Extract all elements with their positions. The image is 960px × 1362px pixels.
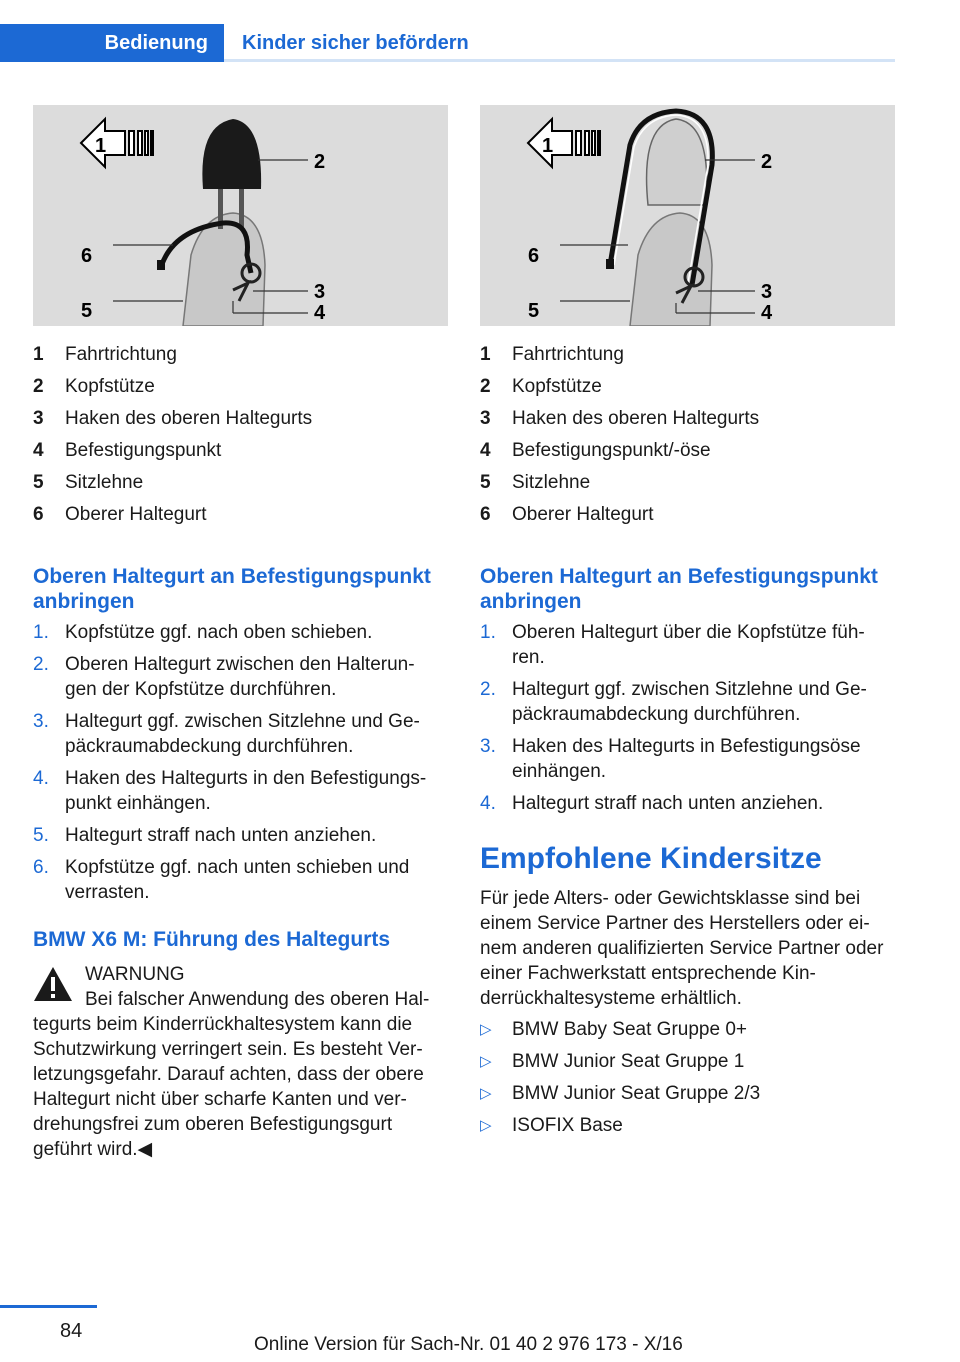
legend-item: 3 Haken des oberen Haltegurts (33, 408, 313, 429)
legend-item: 5 Sitzlehne (33, 472, 144, 493)
list-item: ▷ BMW Junior Seat Gruppe 1 (480, 1051, 745, 1072)
figure-label-2: 2 (314, 151, 326, 173)
section-heading-attach-strap: Oberen Haltegurt an Befestigungspunkt anbringen (33, 565, 431, 613)
recommended-seats-list (480, 1017, 895, 1138)
legend-item: 5 Sitzlehne (480, 472, 591, 493)
steps-list-right (480, 620, 895, 816)
list-item: 6. Kopfstütze ggf. nach unten schieben und verrasten. (33, 857, 410, 903)
figure-label-2: 2 (761, 151, 773, 173)
legend-item: 6 Oberer Haltegurt (33, 504, 207, 525)
list-item: 4. Haken des Haltegurts in den Befestigungs‐ punkt einhängen. (33, 768, 427, 814)
legend-item: 6 Oberer Haltegurt (480, 504, 654, 525)
warning-text: Bei falscher Anwendung des oberen Hal‐ tegurts beim Kinderrückhaltesystem kann die Schutzwirkung verringert sein. Es besteht Ver‐ letzungsgefahr. Darauf achten, dass der obere Haltegurt nicht über scharfe Kanten und ver‐ drehungsfrei zum oberen Befestigungsgurt geführt wird.◀ (33, 989, 430, 1160)
list-item: 3. Haltegurt ggf. zwischen Sitzlehne und Ge‐ päckraumabdeckung durchführen. (33, 711, 420, 757)
figure-label-6: 6 (528, 245, 540, 267)
legend-item: 4 Befestigungspunkt/-öse (480, 440, 711, 461)
legend-item: 2 Kopfstütze (480, 376, 602, 397)
section-heading-attach-strap: Oberen Haltegurt an Befestigungspunkt anbringen (480, 565, 878, 613)
figure-label-4: 4 (314, 302, 326, 324)
legend-item: 3 Haken des oberen Haltegurts (480, 408, 760, 429)
figure-label-3: 3 (314, 281, 326, 303)
legend-item: 1 Fahrtrichtung (33, 344, 177, 365)
headrest-figure-left (33, 105, 448, 326)
recommended-seats-paragraph: Für jede Alters- oder Gewichtsklasse sind bei einem Service Partner des Herstellers oder ei‐ nem anderen qualifizierten Service Partner oder einer Fachwerkstatt entsprechende Kin‐ derrückhaltesysteme erhältlich. (480, 888, 884, 1009)
figure-label-1: 1 (542, 135, 554, 157)
tab-kinder-sicher-befoerdern[interactable]: Kinder sicher befördern (242, 31, 469, 54)
direction-arrow-icon (528, 119, 600, 167)
list-item: 1. Kopfstütze ggf. nach oben schieben. (33, 622, 373, 643)
figure-label-3: 3 (761, 281, 773, 303)
legend-item: 2 Kopfstütze (33, 376, 155, 397)
list-item: 3. Haken des Haltegurts in Befestigungsöse einhängen. (480, 736, 861, 782)
list-item: 1. Oberen Haltegurt über die Kopfstütze füh‐ ren. (480, 622, 865, 668)
figure-label-5: 5 (81, 300, 93, 322)
figure-label-4: 4 (761, 302, 773, 324)
figure-legend-right (480, 339, 895, 531)
footer-accent-line (0, 1305, 97, 1308)
direction-arrow-icon (81, 119, 153, 167)
warning-title: WARNUNG (85, 964, 185, 985)
warning-box (33, 962, 448, 1162)
figure-label-6: 6 (81, 245, 93, 267)
triangle-bullet-icon: ▷ (480, 1117, 492, 1134)
list-item: 2. Oberen Haltegurt zwischen den Halterun‐ gen der Kopfstütze durchführen. (33, 654, 415, 700)
figure-label-5: 5 (528, 300, 540, 322)
legend-item: 4 Befestigungspunkt (33, 440, 222, 461)
steps-list-left (33, 620, 448, 905)
list-item: ▷ ISOFIX Base (480, 1115, 623, 1136)
triangle-bullet-icon: ▷ (480, 1053, 492, 1070)
right-column (480, 105, 895, 1145)
legend-item: 1 Fahrtrichtung (480, 344, 624, 365)
figure-legend-left (33, 339, 448, 531)
list-item: ▷ BMW Baby Seat Gruppe 0+ (480, 1019, 747, 1040)
list-item: 2. Haltegurt ggf. zwischen Sitzlehne und Ge‐ päckraumabdeckung durchführen. (480, 679, 867, 725)
section-heading-x6m: BMW X6 M: Führung des Haltegurts (33, 928, 390, 951)
footer-version-text: Online Version für Sach-Nr. 01 40 2 976 173 - X/16 (254, 1334, 683, 1355)
figure-label-1: 1 (95, 135, 107, 157)
page-number: 84 (60, 1320, 83, 1342)
list-item: 4. Haltegurt straff nach unten anziehen. (480, 793, 824, 814)
list-item: ▷ BMW Junior Seat Gruppe 2/3 (480, 1083, 761, 1104)
tab-bedienung[interactable]: Bedienung (0, 24, 224, 62)
header-underline (224, 59, 895, 62)
warning-triangle-icon (33, 966, 73, 1002)
header (0, 0, 960, 62)
left-column (33, 105, 448, 1162)
triangle-bullet-icon: ▷ (480, 1085, 492, 1102)
list-item: 5. Haltegurt straff nach unten anziehen. (33, 825, 377, 846)
triangle-bullet-icon: ▷ (480, 1021, 492, 1038)
section-heading-recommended-seats: Empfohlene Kindersitze (480, 842, 822, 875)
headrest-figure-right (480, 105, 895, 326)
